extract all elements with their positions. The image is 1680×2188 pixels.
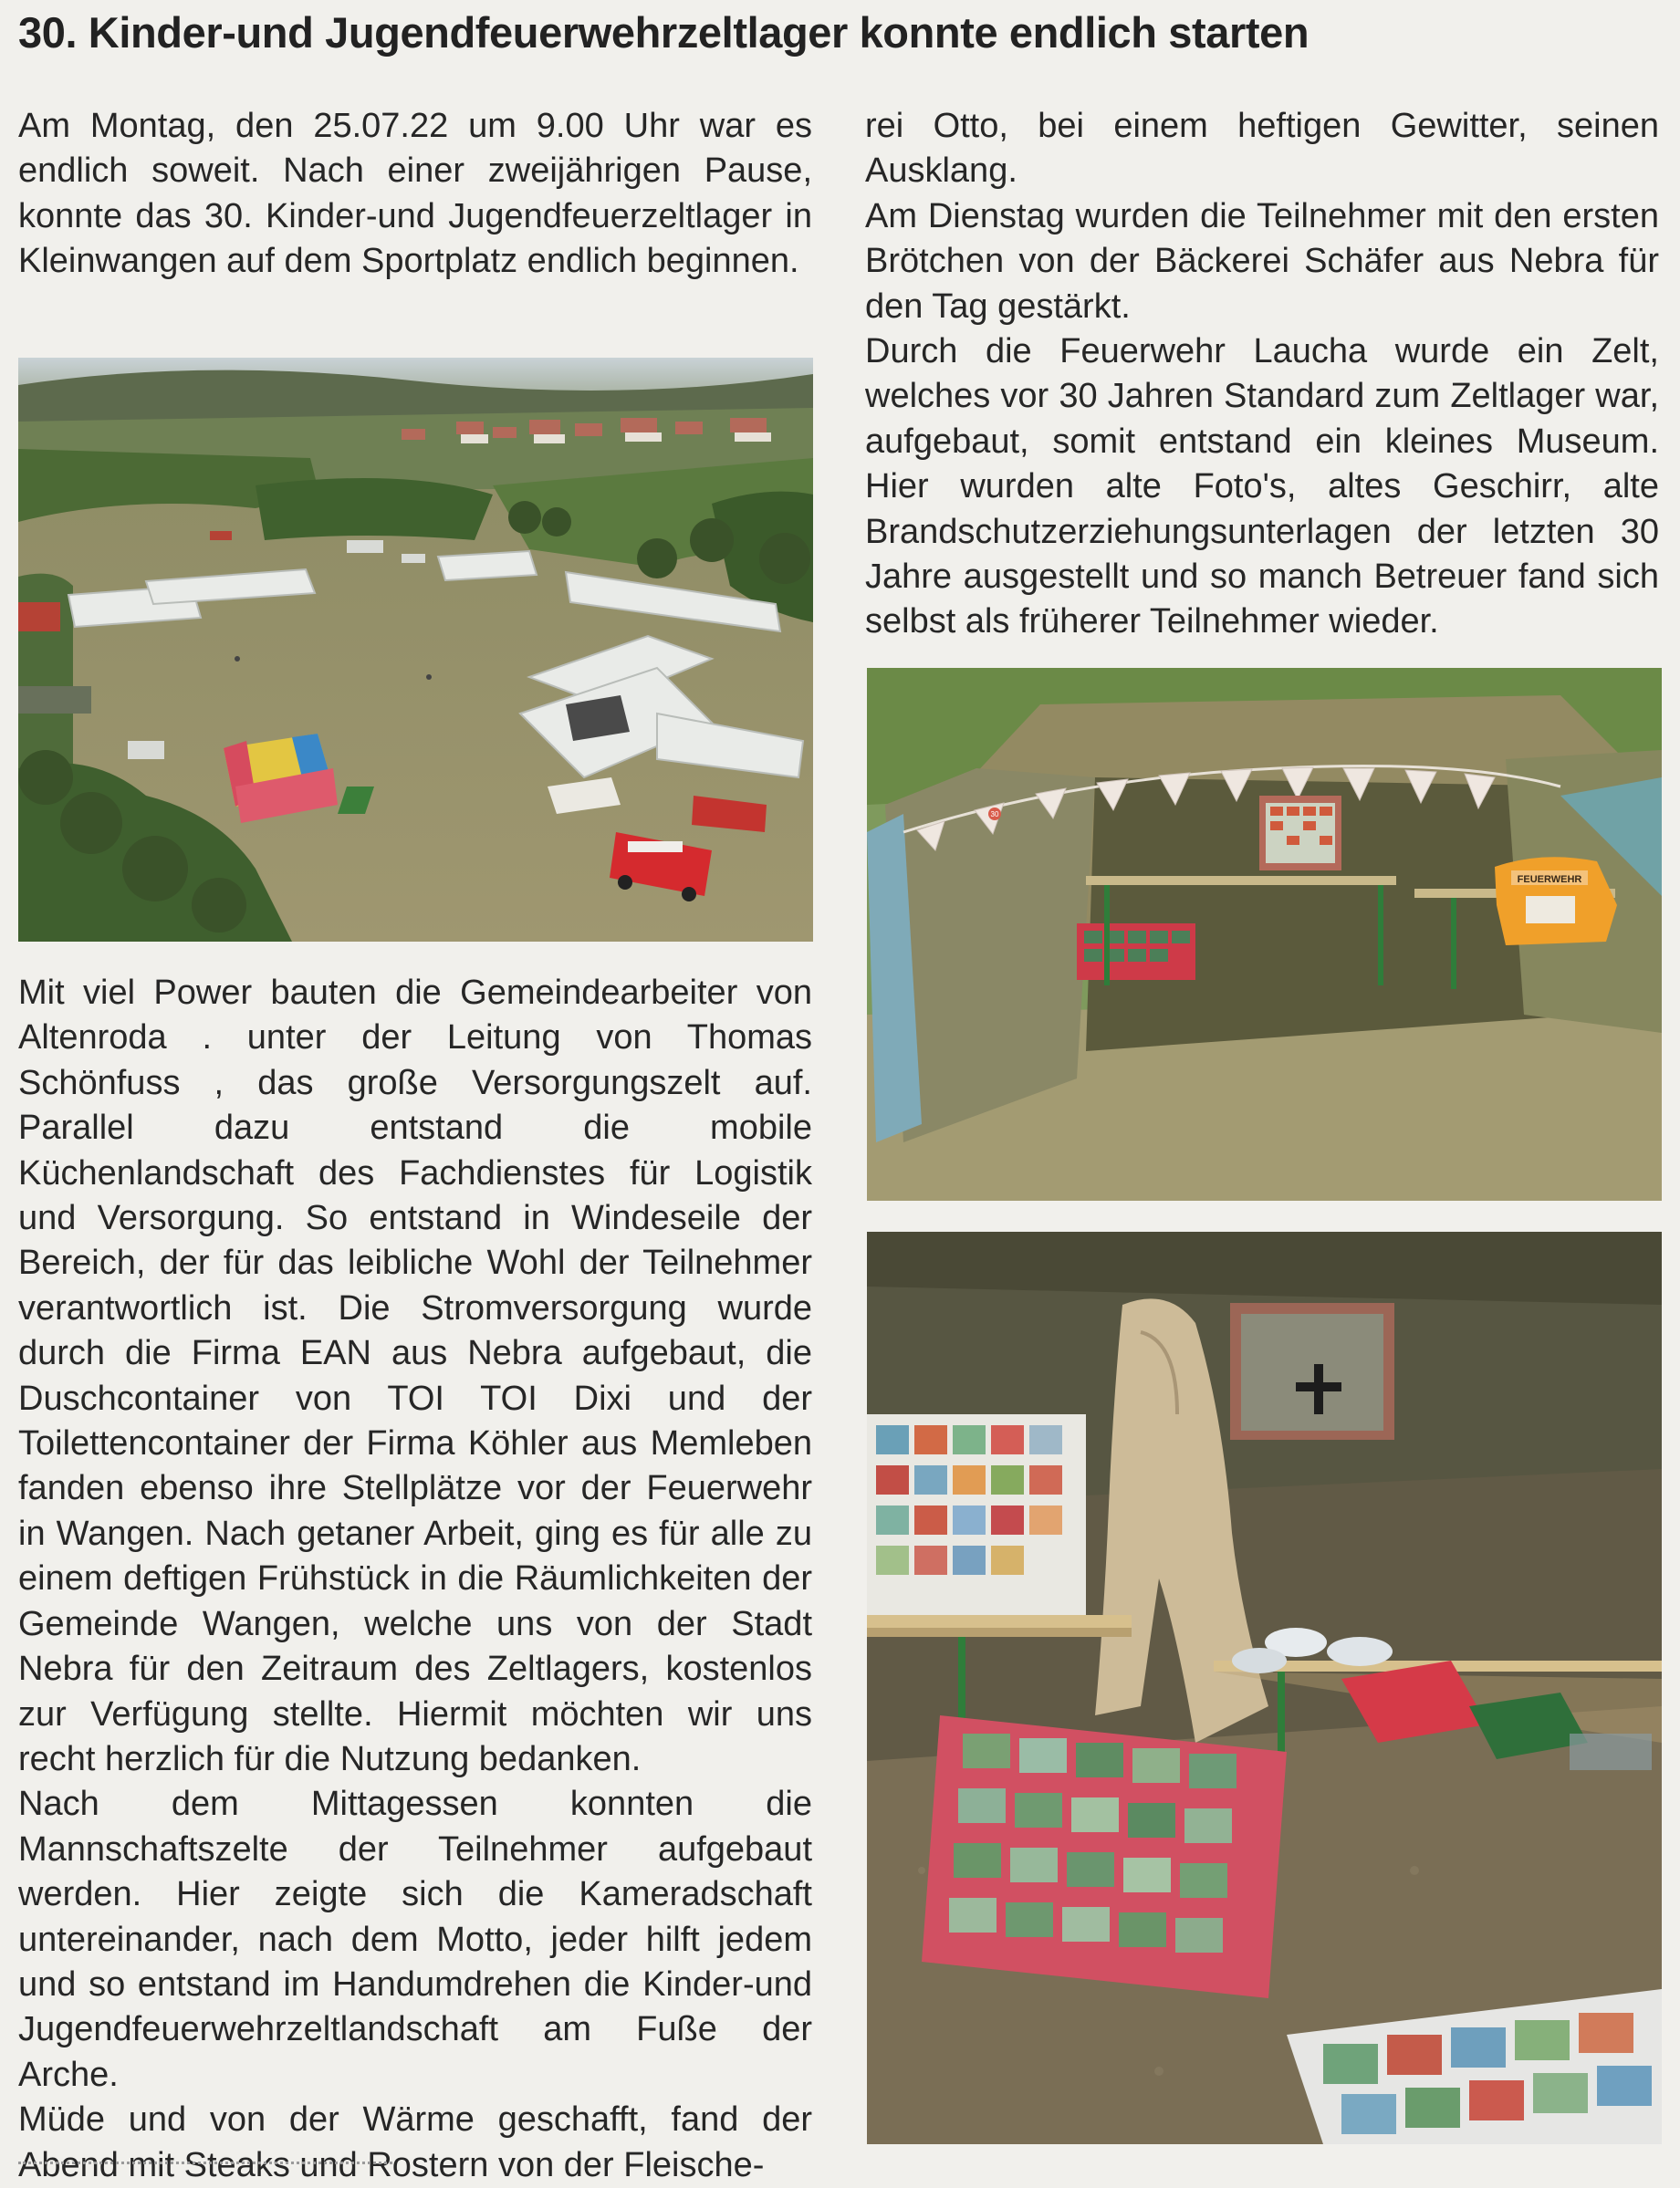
museum-tent-photo: [867, 668, 1662, 1201]
flag-number: 30: [990, 810, 999, 818]
jacket-label: FEUERWEHR: [1517, 874, 1582, 885]
article-title: 30. Kinder-und Jugendfeuerwehrzeltlager konnte endlich starten: [18, 8, 1310, 57]
bottom-divider: [18, 2162, 392, 2164]
paragraph-museum: Durch die Feuerwehr Laucha wurde ein Zelt, welches vor 30 Jahren Standard zum Zeltlager war, aufgebaut, somit entstand ein kleines Museum. Hier wurden alte Foto's, altes Geschirr, alte Brandschutzerziehungsunterlagen der letzten 30 Jahre ausgestellt und so manch Betreuer fand sich selbst als früherer Teilnehmer wieder.: [865, 332, 1659, 641]
paragraph-evening: Müde und von der Wärme geschafft, fand der Abend mit Steaks und Rostern von der Fleische-: [18, 2100, 812, 2184]
paragraph-tuesday: Am Dienstag wurden die Teilnehmer mit den ersten Brötchen von der Bäckerei Schäfer aus Nebra für den Tag gestärkt.: [865, 196, 1659, 326]
left-column-top: [18, 104, 812, 285]
paragraph-afternoon: Nach dem Mittagessen konnten die Mannschaftszelte der Teilnehmer aufgebaut werden. Hier zeigte sich die Kameradschaft untereinander, nach dem Motto, jeder hilft jedem und so entstand im Handumdrehen die Kinder-und Jugendfeuerwehrzeltlandschaft am Fuße der Arche.: [18, 1785, 812, 2094]
paragraph-thunderstorm: rei Otto, bei einem heftigen Gewitter, seinen Ausklang.: [865, 107, 1659, 191]
intro-paragraph: Am Montag, den 25.07.22 um 9.00 Uhr war es endlich soweit. Nach einer zweijährigen Pause, konnte das 30. Kinder-und Jugendfeuerzeltlager in Kleinwangen auf dem Sportplatz endlich beginnen.: [18, 107, 812, 281]
right-column: [865, 104, 1659, 645]
left-column-bottom: [18, 971, 812, 2188]
tent-interior-photo: [867, 1232, 1662, 2144]
paragraph-setup: Mit viel Power bauten die Gemeindearbeiter von Altenroda . unter der Leitung von Thomas Schönfuss , das große Versorgungszelt auf. Parallel dazu entstand die mobile Küchenlandschaft des Fachdienstes für Logistik und Versorgung. So entstand in Windeseile der Bereich, der für das leibliche Wohl der Teilnehmer verantwortlich ist. Die Stromversorgung wurde durch die Firma EAN aus Nebra aufgebaut, die Duschcontainer von TOI TOI Dixi und der Toilettencontainer der Firma Köhler aus Memleben fanden ebenso ihre Stellplätze vor der Feuerwehr in Wangen. Nach getaner Arbeit, ging es für alle zu einem deftigen Frühstück in die Räumlichkeiten der Gemeinde Wangen, welche uns von der Stadt Nebra für den Zeitraum des Zeltlagers, kostenlos zur Verfügung stellte. Hiermit möchten wir uns recht herzlich für die Nutzung bedanken.: [18, 974, 812, 1778]
camp-aerial-photo: [18, 358, 813, 942]
